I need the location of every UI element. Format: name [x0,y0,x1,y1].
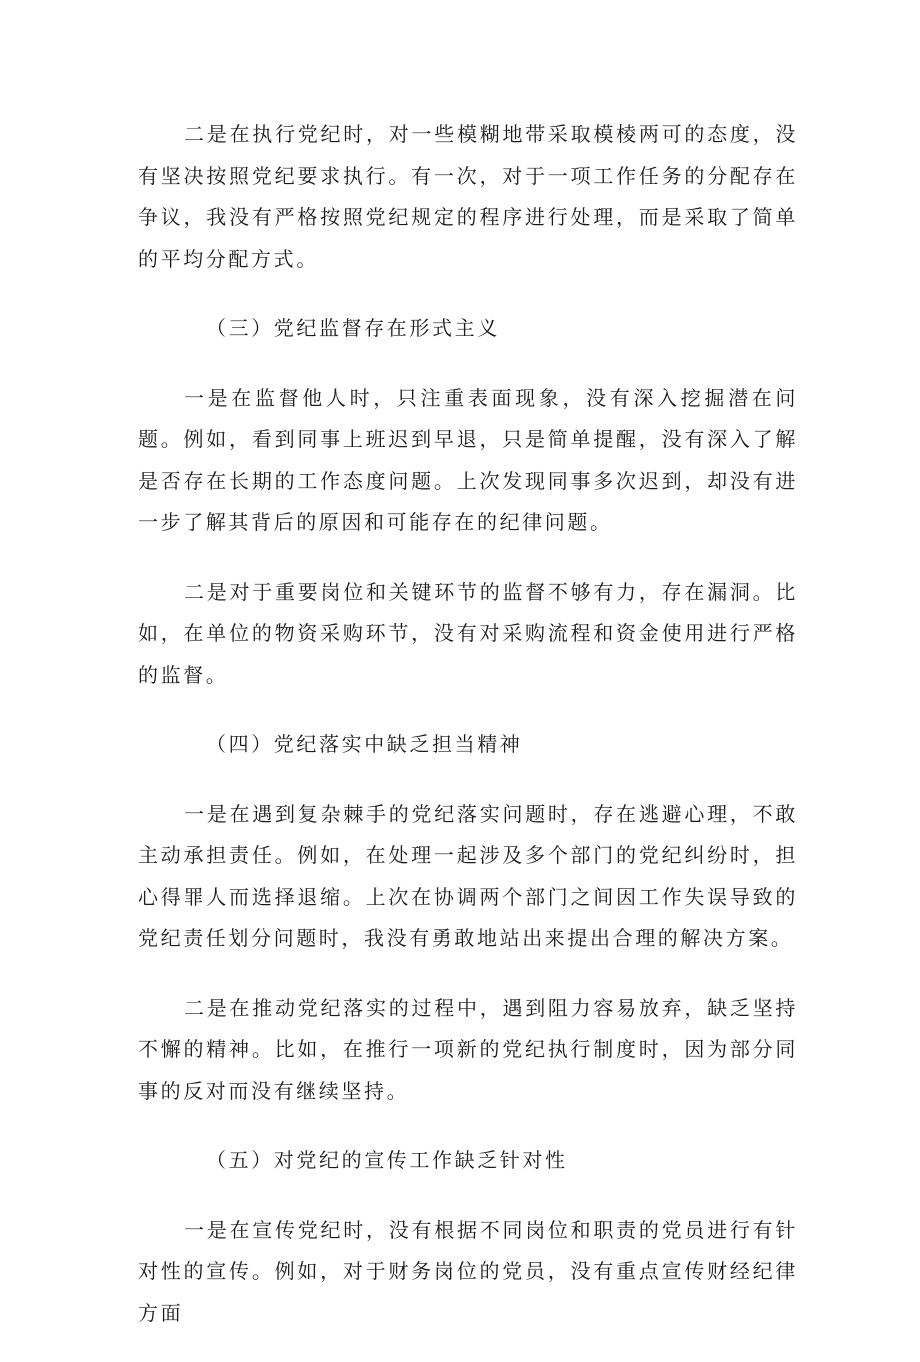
paragraph-supervision-surface: 一是在监督他人时，只注重表面现象，没有深入挖掘潜在问题。例如，看到同事上班迟到早退，只是简单提醒，没有深入了解是否存在长期的工作态度问题。上次发现同事多次迟到，却没有进一步了解其背后的原因和可能存在的纪律问题。 [138,385,798,534]
paragraph-lack-persistence: 二是在推动党纪落实的过程中，遇到阻力容易放弃，缺乏坚持不懈的精神。比如，在推行一项新的党纪执行制度时，因为部分同事的反对而没有继续坚持。 [138,995,798,1103]
section-heading-4: （四）党纪落实中缺乏担当精神 [206,732,523,756]
paragraph-strict-execution: 二是在执行党纪时，对一些模糊地带采取模棱两可的态度，没有坚决按照党纪要求执行。有一次，对于一项工作任务的分配存在争议，我没有严格按照党纪规定的程序进行处理，而是采取了简单的平均分配方式。 [138,122,798,271]
section-heading-5: （五）对党纪的宣传工作缺乏针对性 [206,1148,568,1172]
paragraph-avoid-responsibility: 一是在遇到复杂棘手的党纪落实问题时，存在逃避心理，不敢主动承担责任。例如，在处理一起涉及多个部门的党纪纠纷时，担心得罪人而选择退缩。上次在协调两个部门之间因工作失误导致的党纪责任划分问题时，我没有勇敢地站出来提出合理的解决方案。 [138,801,798,950]
paragraph-supervision-key-posts: 二是对于重要岗位和关键环节的监督不够有力，存在漏洞。比如，在单位的物资采购环节，没有对采购流程和资金使用进行严格的监督。 [138,579,798,687]
paragraph-untargeted-publicity: 一是在宣传党纪时，没有根据不同岗位和职责的党员进行有针对性的宣传。例如，对于财务岗位的党员，没有重点宣传财经纪律方面 [138,1217,798,1325]
document-body [138,114,798,1362]
section-heading-3: （三）党纪监督存在形式主义 [206,316,500,340]
